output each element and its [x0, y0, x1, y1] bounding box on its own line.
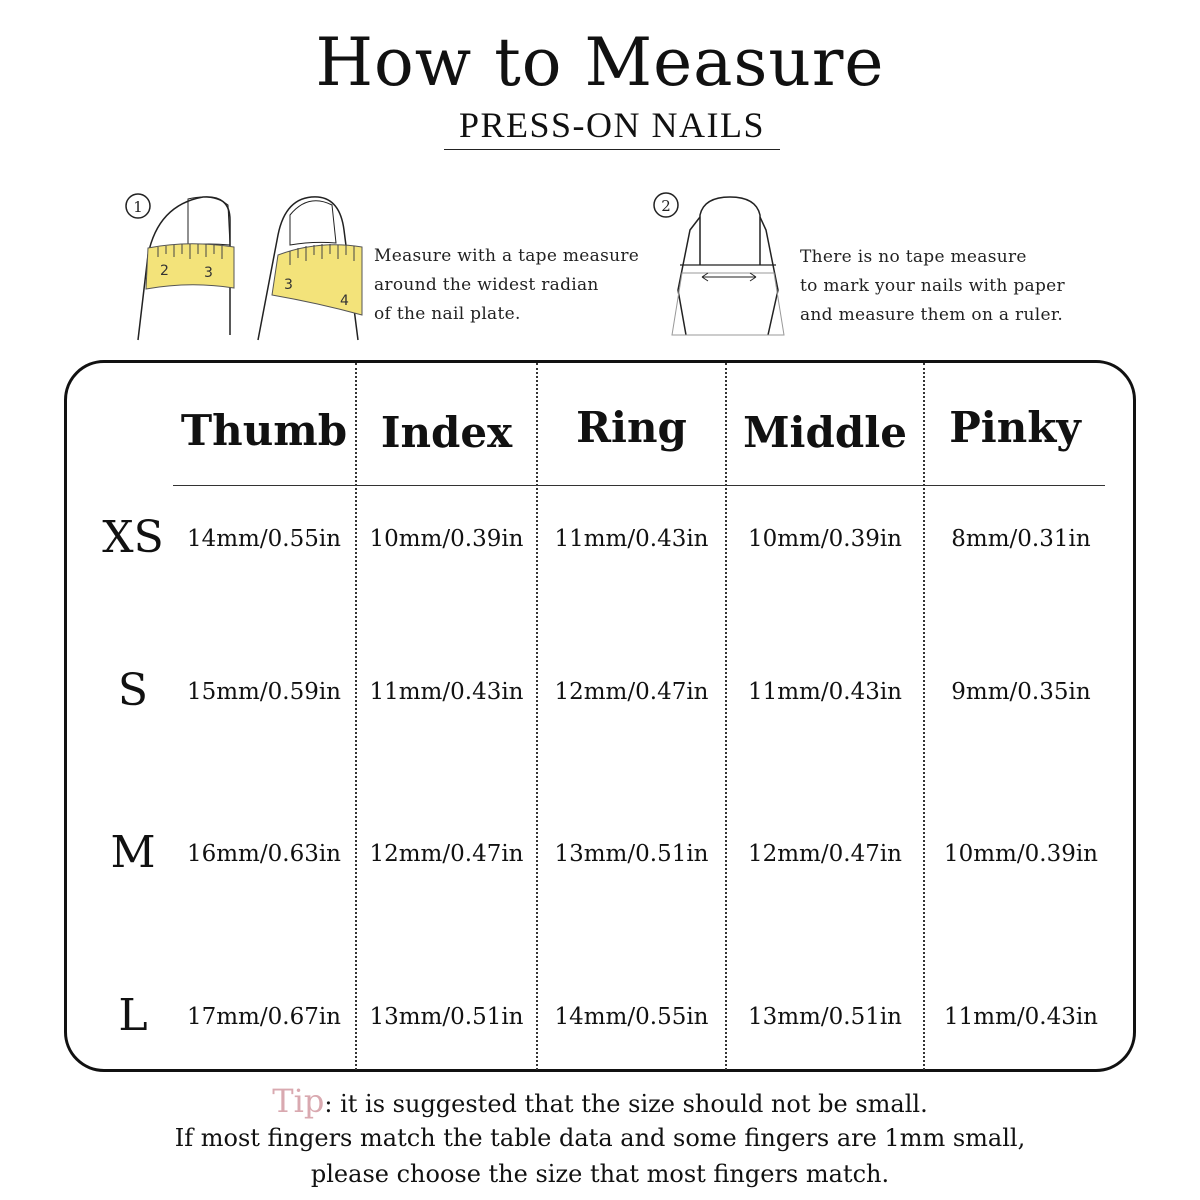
table-cell: 8mm/0.31in: [951, 526, 1091, 552]
tape-mark: 3: [204, 265, 213, 281]
column-divider: [725, 363, 727, 1070]
table-cell: 14mm/0.55in: [186, 526, 341, 552]
column-divider: [536, 363, 538, 1070]
table-cell: 12mm/0.47in: [747, 841, 902, 867]
header-divider: [173, 485, 1105, 486]
tip-separator: :: [324, 1090, 333, 1118]
column-header-pinky: Pinky: [949, 403, 1081, 452]
step2-line: to mark your nails with paper: [800, 276, 1065, 296]
size-label-s: S: [117, 665, 149, 716]
size-label-xs: XS: [102, 512, 164, 563]
step1-instructions: [374, 242, 639, 329]
step1-line: of the nail plate.: [374, 304, 521, 324]
step2-instructions: [800, 243, 1065, 330]
page-subtitle: PRESS-ON NAILS: [458, 105, 766, 145]
table-cell: 9mm/0.35in: [951, 679, 1091, 705]
table-cell: 11mm/0.43in: [943, 1004, 1098, 1030]
tip-line-3: please choose the size that most fingers match.: [310, 1160, 890, 1188]
table-cell: 10mm/0.39in: [747, 526, 902, 552]
table-cell: 10mm/0.39in: [943, 841, 1098, 867]
step2-number: 2: [661, 197, 671, 215]
table-cell: 11mm/0.43in: [369, 679, 524, 705]
step2-line: and measure them on a ruler.: [800, 305, 1064, 325]
tip-text: it is suggested that the size should not be small.: [340, 1090, 928, 1118]
step1-line: around the widest radian: [374, 275, 599, 295]
table-cell: 17mm/0.67in: [186, 1004, 341, 1030]
page-title: How to Measure: [315, 24, 885, 101]
tape-mark: 4: [340, 293, 349, 309]
step2-line: There is no tape measure: [800, 247, 1027, 267]
column-header-ring: Ring: [576, 403, 687, 452]
table-cell: 12mm/0.47in: [554, 679, 709, 705]
table-cell: 13mm/0.51in: [369, 1004, 524, 1030]
column-header-thumb: Thumb: [180, 406, 348, 455]
table-cell: 16mm/0.63in: [186, 841, 341, 867]
tip-label: Tip: [272, 1082, 325, 1120]
column-divider: [923, 363, 925, 1070]
tape-mark: 3: [284, 277, 293, 293]
tip-line-2: If most fingers match the table data and some fingers are 1mm small,: [174, 1124, 1026, 1152]
table-cell: 12mm/0.47in: [369, 841, 524, 867]
table-cell: 13mm/0.51in: [747, 1004, 902, 1030]
step1-finger-illustration: [118, 185, 370, 345]
table-cell: 11mm/0.43in: [747, 679, 902, 705]
size-table: [64, 360, 1136, 1072]
step1-number: 1: [133, 198, 143, 216]
table-cell: 11mm/0.43in: [554, 526, 709, 552]
column-divider: [355, 363, 357, 1070]
size-label-m: M: [110, 827, 156, 878]
step2-nail-illustration: [648, 185, 788, 345]
step1-line: Measure with a tape measure: [374, 246, 640, 266]
column-header-index: Index: [380, 408, 513, 457]
subtitle-underline: [444, 149, 780, 150]
tape-mark: 2: [160, 263, 169, 279]
table-cell: 10mm/0.39in: [369, 526, 524, 552]
table-cell: 14mm/0.55in: [554, 1004, 709, 1030]
table-cell: 13mm/0.51in: [554, 841, 709, 867]
table-cell: 15mm/0.59in: [186, 679, 341, 705]
size-label-l: L: [118, 990, 148, 1041]
column-header-middle: Middle: [743, 408, 907, 457]
tip-line-1: [0, 1082, 1200, 1120]
